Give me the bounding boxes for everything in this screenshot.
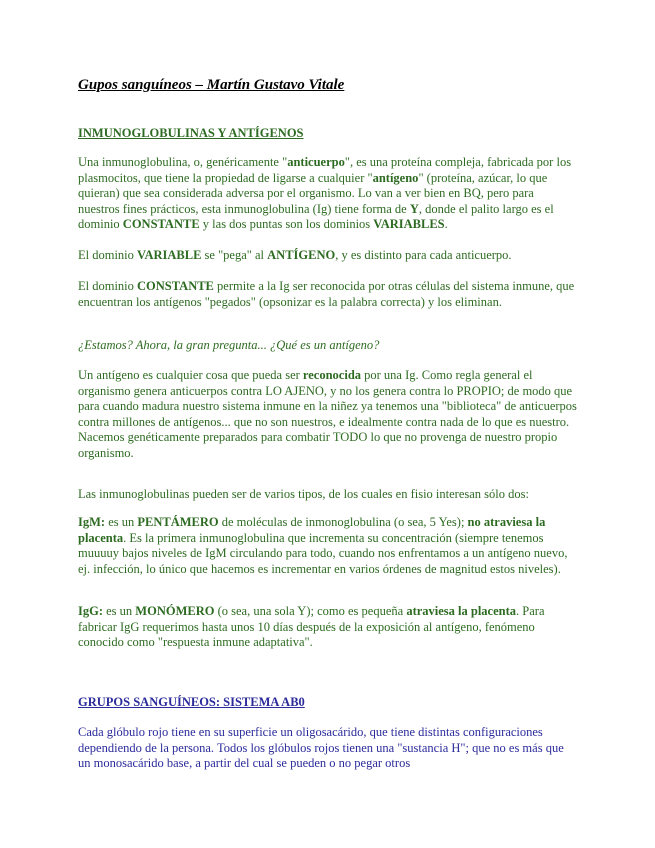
section-heading-blood-groups: GRUPOS SANGUÍNEOS: SISTEMA AB0: [78, 695, 305, 709]
paragraph-red-cells: Cada glóbulo rojo tiene en su superficie un oligosacárido, que tiene distintas configuraciones dependiendo de la persona. Todos los glóbulos rojos tienen una "sustancia H"; que no es más que un monosacárido base, a partir del cual se pueden o no pegar otros: [78, 725, 564, 770]
paragraph-igm: IgM: es un PENTÁMERO de moléculas de inmonoglobulina (o sea, 5 Yes); no atraviesa la placenta. Es la primera inmunoglobulina que incrementa su concentración (siempre tenemos muuuuy bajos niveles de IgM circulando para todo, cuando nos enfrentamos a un antígeno nuevo, ej. infección, lo único que hacemos es incrementar en varios órdenes de magnitud estos niveles).: [78, 515, 568, 576]
section-heading-immunoglobulins: INMUNOGLOBULINAS Y ANTÍGENOS: [78, 126, 304, 140]
paragraph-variable-domain: El dominio VARIABLE se "pega" al ANTÍGENO, y es distinto para cada anticuerpo.: [78, 248, 512, 262]
paragraph-question: ¿Estamos? Ahora, la gran pregunta... ¿Qué es un antígeno?: [78, 338, 380, 352]
document-title: Gupos sanguíneos – Martín Gustavo Vitale: [78, 77, 345, 93]
paragraph-ig-types: Las inmunoglobulinas pueden ser de varios tipos, de los cuales en fisio interesan sólo dos:: [78, 487, 529, 501]
paragraph-antigen-definition: Un antígeno es cualquier cosa que pueda ser reconocida por una Ig. Como regla general el organismo genera anticuerpos contra LO AJENO, y no los genera contra lo PROPIO; de modo que para cuando madura nuestro sistema inmune en la niñez ya tenemos una "biblioteca" de anticuerpos contra millones de antígenos... que no son nuestros, e idealmente contra nada de lo que es nuestro. Nacemos genéticamente preparados para combatir TODO lo que no provenga de nuestro propio organismo.: [78, 368, 577, 460]
paragraph-antibody-definition: Una inmunoglobulina, o, genéricamente "anticuerpo", es una proteína compleja, fabricada por los plasmocitos, que tiene la propiedad de ligarse a cualquier "antígeno" (proteína, azúcar, lo que quieran) que sea considerada adversa por el organismo. Lo van a ver bien en BQ, pero para nuestros fines prácticos, esta inmunoglobulina (Ig) tiene forma de Y, donde el palito largo es el dominio CONSTANTE y las dos puntas son los dominios VARIABLES.: [78, 155, 572, 231]
paragraph-constant-domain: El dominio CONSTANTE permite a la Ig ser reconocida por otras células del sistema inmune, que encuentran los antígenos "pegados" (opsonizar es la palabra correcta) y los eliminan.: [78, 279, 575, 309]
paragraph-igg: IgG: es un MONÓMERO (o sea, una sola Y); como es pequeña atraviesa la placenta. Para fabricar IgG requerimos hasta unos 10 días después de la exposición al antígeno, fenómeno conocido como "respuesta inmune adaptativa".: [78, 604, 545, 649]
